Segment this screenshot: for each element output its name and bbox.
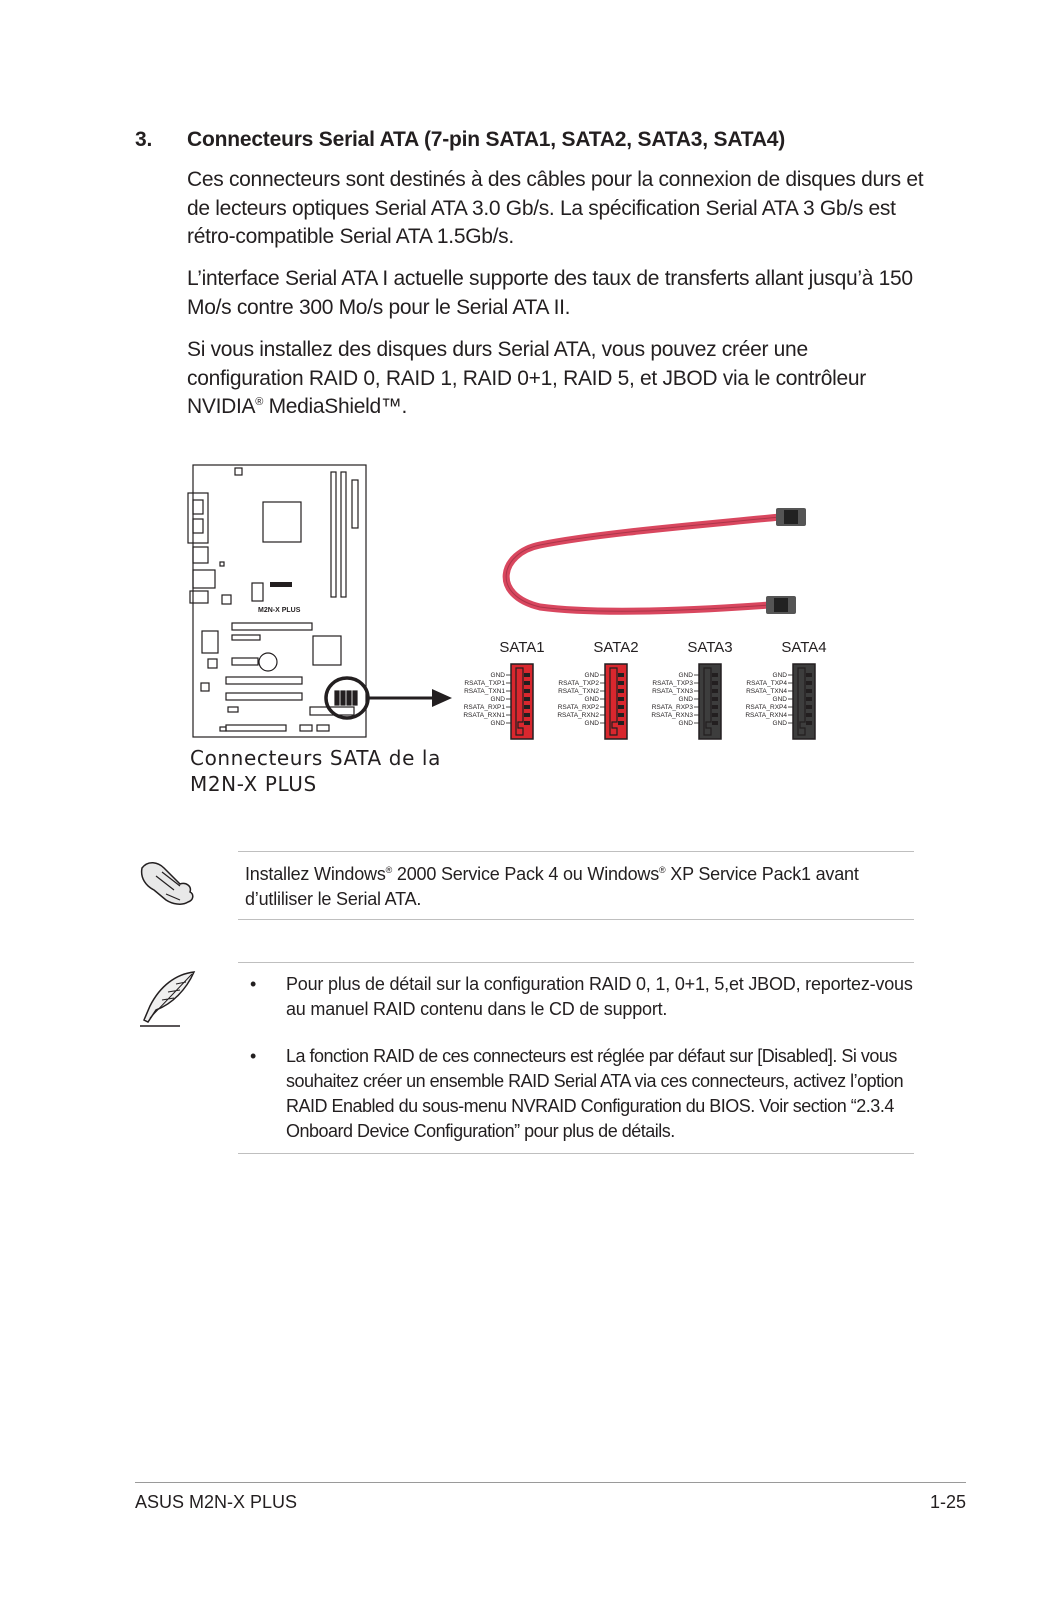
footer-left: ASUS M2N-X PLUS [135, 1492, 298, 1512]
bullet-2-dot: • [250, 1046, 257, 1066]
bullet-1-text: Pour plus de détail sur la configuration RAID 0, 1, 0+1, 5,et JBOD, reportez-vous au manuel RAID contenu dans le CD de support. [286, 974, 913, 1019]
motherboard-diagram [188, 465, 366, 737]
sata-pin [524, 673, 530, 677]
sata-pin [806, 681, 812, 685]
mediashield-product: MediaShield™. [263, 395, 408, 418]
figure-caption-line-2: M2N-X PLUS [190, 772, 317, 796]
sata-pin-label: GND [678, 672, 693, 679]
sata-pin [524, 681, 530, 685]
sata-pin-label: RSATA_RXP1 [463, 704, 505, 711]
sata-pin-label: RSATA_TXP2 [558, 680, 599, 687]
sata-pin-label: RSATA_RXN4 [745, 712, 787, 719]
paragraph-3-text: Si vous installez des disques durs Serial ATA, vous pouvez créer une configuration RAID 0, RAID 1, RAID 0+1, RAID 5, et JBOD via le contrôleur [187, 338, 866, 390]
figure-caption-line-1: Connecteurs SATA de la [190, 746, 441, 770]
sata-pin [712, 713, 718, 717]
asus-logo-icon [270, 582, 292, 587]
sata-pin [806, 697, 812, 701]
sata-pin [806, 721, 812, 725]
sata-pin-label: RSATA_TXN1 [464, 688, 505, 695]
note-1-reg-2: ® [659, 865, 666, 875]
sata-pin-label: GND [584, 720, 599, 727]
note-2-bottom-rule [238, 1153, 914, 1154]
sata-pin-label: GND [490, 720, 505, 727]
sata-cable-icon [506, 508, 806, 614]
sata-connector-label: SATA4 [781, 639, 827, 656]
nvidia-brand: NVIDIA [187, 395, 256, 418]
sata-pin [618, 681, 624, 685]
sata-connector-label: SATA2 [593, 639, 639, 656]
sata-pin-label: GND [584, 696, 599, 703]
sata-pin [806, 705, 812, 709]
note-1-top-rule [238, 851, 914, 852]
sata-pin [618, 721, 624, 725]
footer-page-number: 1-25 [929, 1492, 966, 1512]
paragraph-1: Ces connecteurs sont destinés à des câbles pour la connexion de disques durs et de lecteurs optiques Serial ATA 3.0 Gb/s. La spécification Serial ATA 3 Gb/s est rétro-compatible Serial ATA 1.5Gb/s. [187, 168, 924, 248]
hand-icon [136, 856, 198, 908]
sata-pin [712, 681, 718, 685]
sata-pin-label: RSATA_RXN1 [463, 712, 505, 719]
note-2-top-rule [238, 962, 914, 963]
sata-pin [618, 713, 624, 717]
quill-icon [136, 968, 198, 1030]
sata-connector-2 [557, 639, 638, 739]
sata-pin [618, 673, 624, 677]
sata-pin [618, 689, 624, 693]
sata-pin-label: RSATA_TXP4 [746, 680, 787, 687]
sata-pin-label: GND [490, 696, 505, 703]
note-1-part-1: Installez Windows [245, 864, 386, 884]
sata-pin-label: GND [772, 672, 787, 679]
bullet-2-text: La fonction RAID de ces connecteurs est réglée par défaut sur [Disabled]. Si vous souhaitez créer un ensemble RAID Serial ATA via ces connecteurs, activez l’option RAID Enabled du sous-menu NVRAID Configuration du BIOS. Voir section “2.3.4 Onboard Device Configuration” pour plus de détails. [286, 1046, 904, 1141]
note-2-bullet-1 [250, 972, 926, 1022]
sata-pin [806, 673, 812, 677]
sata-figure [180, 455, 840, 745]
note-1-part-2: 2000 Service Pack 4 ou Windows [392, 864, 660, 884]
paragraph-2: L’interface Serial ATA I actuelle supporte des taux de transferts allant jusqu’à 150 Mo/s contre 300 Mo/s pour le Serial ATA II. [187, 267, 913, 319]
sata-pin [524, 697, 530, 701]
figure-caption [190, 745, 441, 797]
sata-pin-label: RSATA_TXP1 [464, 680, 505, 687]
sata-pin [712, 673, 718, 677]
sata-pin-label: GND [584, 672, 599, 679]
sata-pin [712, 697, 718, 701]
paragraph-3 [187, 336, 927, 422]
note-1-bottom-rule [238, 919, 914, 920]
note-1-part-3: XP Service Pack1 avant d’utliliser le Serial ATA. [245, 864, 859, 909]
sata-pin-label: RSATA_TXP3 [652, 680, 693, 687]
sata-pin [712, 721, 718, 725]
arrow-head-icon [432, 689, 452, 707]
sata-pin [618, 697, 624, 701]
sata-connector-1 [463, 639, 544, 739]
sata-pin-label: RSATA_RXP2 [557, 704, 599, 711]
sata-connector-4 [745, 639, 826, 739]
note-2-bullet-2 [250, 1044, 926, 1144]
sata-connector-3 [651, 639, 732, 739]
sata-pin-label: RSATA_TXN4 [746, 688, 787, 695]
sata-pin [524, 713, 530, 717]
sata-pin [618, 705, 624, 709]
sata-pin [806, 689, 812, 693]
sata-pin-label: GND [772, 696, 787, 703]
sata-pin-label: RSATA_RXP4 [745, 704, 787, 711]
sata-pin-label: RSATA_RXN3 [651, 712, 693, 719]
board-label: M2N-X PLUS [258, 607, 301, 614]
footer-rule [135, 1482, 966, 1483]
sata-pin [712, 689, 718, 693]
sata-pin [524, 705, 530, 709]
sata-connector-label: SATA3 [687, 639, 733, 656]
section-title: Connecteurs Serial ATA (7-pin SATA1, SATA2, SATA3, SATA4) [187, 128, 786, 151]
section-number: 3. [135, 128, 153, 151]
sata-pin [806, 713, 812, 717]
sata-pin-label: RSATA_TXN2 [558, 688, 599, 695]
sata-pin [524, 689, 530, 693]
note-1-reg-1: ® [385, 865, 393, 875]
sata-pin [524, 721, 530, 725]
registered-mark: ® [255, 396, 264, 408]
sata-pin-label: RSATA_RXP3 [651, 704, 693, 711]
sata-pin-label: GND [678, 696, 693, 703]
sata-pin-label: GND [490, 672, 505, 679]
sata-pin-label: GND [772, 720, 787, 727]
bullet-1-dot: • [250, 974, 257, 994]
sata-pin-label: RSATA_TXN3 [652, 688, 693, 695]
sata-connector-label: SATA1 [499, 639, 545, 656]
sata-pin-label: GND [678, 720, 693, 727]
sata-connectors [463, 639, 826, 739]
sata-pin [712, 705, 718, 709]
note-1-text [245, 862, 915, 912]
sata-pin-label: RSATA_RXN2 [557, 712, 599, 719]
